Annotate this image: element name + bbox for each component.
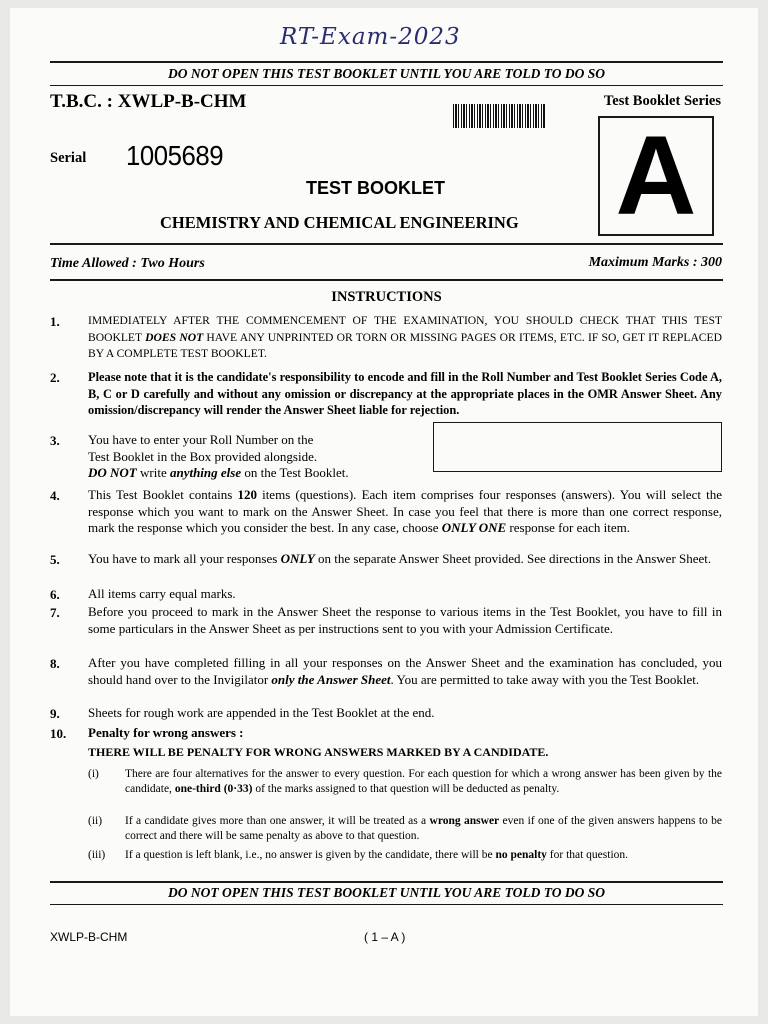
- penalty-rule-2: If a candidate gives more than one answer, it will be treated as a wrong answer even if one of the given answers happens to be correct and there will be same penalty as above to that question.: [125, 815, 723, 842]
- maximum-marks: Maximum Marks : 300: [588, 255, 722, 270]
- series-letter: A: [615, 113, 697, 238]
- item-number: 5.: [50, 552, 60, 567]
- instruction-3: You have to enter your Roll Number on the Test Booklet in the Box provided alongside. DO NOT write anything else on the Test Booklet.: [88, 432, 349, 480]
- serial-number: 1005689: [126, 140, 224, 171]
- penalty-rule-1: There are four alternatives for the answer to every question. For each question for which a wrong answer has been given by the candidate, one-third (0·33) of the marks assigned to that question will be deducted as penalty.: [125, 768, 722, 795]
- top-warning-banner: DO NOT OPEN THIS TEST BOOKLET UNTIL YOU ARE TOLD TO DO SO: [167, 66, 606, 81]
- time-allowed: Time Allowed : Two Hours: [50, 256, 205, 271]
- serial-label: Serial: [50, 150, 87, 166]
- test-booklet-code: T.B.C. : XWLP-B-CHM: [50, 91, 247, 112]
- instruction-5: You have to mark all your responses ONLY on the separate Answer Sheet provided. See directions in the Answer Sheet.: [88, 551, 712, 566]
- instruction-8: After you have completed filling in all your responses on the Answer Sheet and the examination has concluded, you should hand over to the Invigilator only the Answer Sheet. You are permitted to take away with you the Test Booklet.: [88, 655, 722, 687]
- item-number: 6.: [50, 587, 60, 602]
- sub-item-number: (iii): [88, 849, 106, 861]
- instruction-7: Before you proceed to mark in the Answer Sheet the response to various items in the Test Booklet, you have to fill in some particulars in the Answer Sheet as per instructions sent to you with your Admission Certificate.: [88, 604, 722, 636]
- instruction-6: All items carry equal marks.: [88, 586, 236, 601]
- booklet-title: TEST BOOKLET: [306, 178, 445, 198]
- item-number: 3.: [50, 433, 60, 448]
- sub-item-number: (ii): [88, 815, 103, 827]
- booklet-series-label: Test Booklet Series: [603, 93, 721, 109]
- instruction-2: Please note that it is the candidate's responsibility to encode and fill in the Roll Number and Test Booklet Series Code A, B, C or D carefully and without any omission or discrepancy at the appropriate places in the OMR Answer Sheet. Any omission/discrepancy will render the Answer Sheet liable for rejection.: [88, 370, 722, 417]
- roll-number-box[interactable]: [433, 422, 722, 472]
- instructions-rule: [50, 279, 723, 281]
- footer-page-number: ( 1 – A ): [364, 930, 406, 944]
- top-rule: [50, 61, 723, 63]
- instructions-heading: INSTRUCTIONS: [331, 289, 442, 305]
- sub-item-number: (i): [88, 768, 99, 780]
- instruction-10-title: Penalty for wrong answers :: [88, 725, 244, 740]
- footer-booklet-code: XWLP-B-CHM: [50, 930, 128, 944]
- penalty-heading: THERE WILL BE PENALTY FOR WRONG ANSWERS MARKED BY A CANDIDATE.: [88, 745, 549, 759]
- item-number: 7.: [50, 605, 60, 620]
- item-number: 2.: [50, 370, 60, 385]
- item-number: 4.: [50, 488, 60, 503]
- instruction-1: IMMEDIATELY AFTER THE COMMENCEMENT OF THE EXAMINATION, YOU SHOULD CHECK THAT THIS TEST BOOKLET DOES NOT HAVE ANY UNPRINTED OR TORN OR MISSING PAGES OR ITEMS, ETC. IF SO, GET IT REPLACED BY A COMPLETE TEST BOOKLET.: [88, 314, 722, 360]
- item-number: 8.: [50, 656, 60, 671]
- item-number: 1.: [50, 314, 60, 329]
- penalty-rule-3: If a question is left blank, i.e., no answer is given by the candidate, there will be no penalty for that question.: [125, 849, 629, 861]
- item-number: 10.: [50, 726, 67, 741]
- bottom-banner-rule: [50, 904, 723, 905]
- item-number: 9.: [50, 706, 60, 721]
- instruction-4: This Test Booklet contains 120 items (questions). Each item comprises four responses (answers). You will select the response which you want to mark on the Answer Sheet. In case you feel that there is more than one correct response, mark the response which you consider the best. In any case, choose ONLY ONE response for each item.: [88, 487, 722, 535]
- instruction-9: Sheets for rough work are appended in the Test Booklet at the end.: [88, 705, 435, 720]
- header-rule: [50, 243, 723, 245]
- bottom-rule: [50, 881, 723, 883]
- subject-title: CHEMISTRY AND CHEMICAL ENGINEERING: [160, 213, 519, 232]
- handwritten-note: RT-Exam-2023: [280, 24, 461, 50]
- barcode-image: [453, 104, 545, 128]
- top-banner-rule: [50, 85, 723, 86]
- bottom-warning-banner: DO NOT OPEN THIS TEST BOOKLET UNTIL YOU ARE TOLD TO DO SO: [167, 885, 606, 900]
